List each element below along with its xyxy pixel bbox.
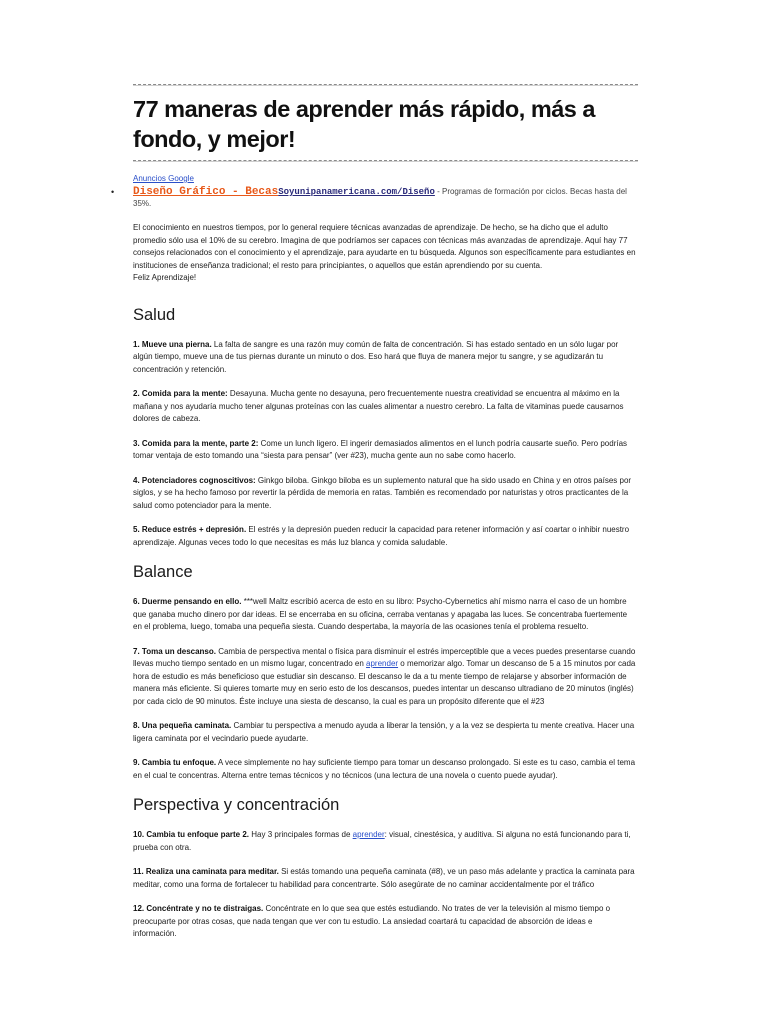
intro-closing: Feliz Aprendizaje! [133, 273, 197, 282]
tip-text: Desayuna. Mucha gente no desayuna, pero frecuentemente nuestra creatividad se encuentra al máximo en la mañana y nos ayudaría mucho tener algunas proteínas con las cuales alimentar a nuestro cerebro. La falta de vitaminas puede causarnos dolores de cabeza. [133, 389, 624, 423]
ads-label-link[interactable]: Anuncios Google [133, 174, 194, 183]
section-heading-salud: Salud [133, 305, 176, 324]
tip-item [133, 829, 638, 854]
tip-title: 11. Realiza una caminata para meditar. [133, 867, 279, 876]
tip-item [133, 438, 638, 463]
section-heading-balance: Balance [133, 563, 193, 581]
tip-item [133, 720, 638, 745]
tip-item [133, 596, 638, 634]
tip-title: 8. Una pequeña caminata. [133, 721, 232, 730]
tip-item [133, 903, 638, 941]
tip-title: 7. Toma un descanso. [133, 646, 216, 656]
tip-text: Cambiar tu perspectiva a menudo ayuda a liberar la tensión, y a la vez se despierta tu mente creativa. Hacer una ligera caminata por el vecindario puede ayudarte. [133, 721, 635, 743]
intro-paragraph: El conocimiento en nuestros tiempos, por lo general requiere técnicas avanzadas de aprendizaje. De hecho, se ha dicho que el adulto promedio sólo usa el 10% de su cerebro. Imagina de que podríamos ser capaces con técnicas más avanzadas de aprendizaje. Aquí hay 77 consejos relacionados con el conocimiento y el aprendizaje, para ayudarte en tu búsqueda. Algunos son específicamente para estudiantes en instituciones de enseñanza tradicional; el resto para principiantes, o aquellos que están aprendiendo por su cuenta. [133, 223, 636, 270]
tip-text: Cambia de perspectiva mental o física para disminuir el estrés imperceptible que a veces puedes presentarse cuando llevas mucho tiempo sentado en un mismo lugar, concentrado en [133, 646, 636, 668]
title-bottom-rule [133, 160, 638, 161]
tip-title: 10. Cambia tu enfoque parte 2. [133, 830, 250, 839]
tip-text: El estrés y la depresión pueden reducir la capacidad para retener información y así coartar o inhibir nuestro aprendizaje. Algunas veces todo lo que necesitas es más luz blanca y comida saludable. [133, 525, 630, 547]
tip-text: ***well Maltz escribió acerca de esto en su libro: Psycho-Cybernetics ahí mismo narra el caso de un hombre que ganaba mucho dinero por dar ideas. El se encerraba en su oficina, cerraba ventanas y apagaba las luces. Se concentraba fuertemente en el problema, luego, tomaba una pequeña siesta. Cuando despertaba, la mayoría de las ocasiones tenía el problema resuelto. [133, 597, 628, 631]
tip-title: 2. Comida para la mente: [133, 389, 228, 398]
tip-item [133, 475, 638, 513]
tip-title: 5. Reduce estrés + depresión. [133, 525, 247, 534]
title-top-rule [133, 84, 638, 85]
tip-text: Concéntrate en lo que sea que estés estudiando. No trates de ver la televisión al mismo tiempo o preocuparte por otras cosas, que nada tengan que ver con tu estudio. La ansiedad coartará tu capacidad de absorción de ideas e información. [133, 904, 611, 938]
tip-text: A vece simplemente no hay suficiente tiempo para tomar un descanso prolongado. Si este es tu caso, cambia el tema en el cual te concentras. Alterna entre temas técnicos y no técnicos (una lectura de una novela o cuento puede ayudar). [133, 758, 636, 780]
tip-title: 3. Comida para la mente, parte 2: [133, 438, 259, 448]
ad-title-link[interactable]: Diseño Gráfico - Becas [133, 186, 279, 198]
tip-title: 4. Potenciadores cognoscitivos: [133, 475, 256, 485]
section-heading-perspectiva: Perspectiva y concentración [133, 796, 340, 814]
tip-title: 9. Cambia tu enfoque. [133, 758, 217, 767]
intro [133, 222, 638, 285]
tip-item [133, 339, 638, 377]
page-title: 77 maneras de aprender más rápido, más a fondo, y mejor! [133, 96, 595, 152]
ad-url-link[interactable]: Soyunipanamericana.com/Diseño [278, 187, 435, 197]
tip-text: Si estás tomando una pequeña caminata (#8), ve un paso más adelante y practica la caminata para meditar, como una forma de fortalecer tu habilidad para concentrarte. Sólo asegúrate de no caminar accidentalmente por el tráfico [133, 867, 635, 889]
aprender-link[interactable]: aprender [352, 830, 385, 839]
ad-description: - Programas de formación por ciclos. Becas hasta del 35%. [133, 187, 627, 208]
article-content [111, 84, 638, 941]
tip-item [133, 866, 638, 891]
tip-title: 6. Duerme pensando en ello. [133, 597, 242, 606]
bullet-icon: • [111, 187, 115, 197]
tip-text: Come un lunch ligero. El ingerir demasiados alimentos en el lunch podría causarte sueño. Pero podrías tomar ventaja de esto tomando una “siesta para pensar” (ver #23), mucha gente aun no sabe como hacerlo. [133, 438, 628, 460]
tip-text: : visual, cinestésica, y auditiva. Si alguna no está funcionando para ti, prueba con otra. [133, 830, 631, 852]
tip-item [133, 646, 638, 709]
tip-item [133, 524, 638, 549]
aprender-link[interactable]: aprender [366, 659, 399, 668]
tip-text: o memorizar algo. Tomar un descanso de 5 a 15 minutos por cada hora de estudio es más beneficioso que estudiar sin descanso. El descanso le da a tu mente tiempo de relajarse y absorber información de manera más eficiente. Si quieres tomarte muy en serio esto de los descansos, puedes intentar un descanso ultradiano de 20 minutos (inglés) por cada ciclo de 90 minutos. Éste incluye una siesta de descanso, la cual es para un propósito diferente que el #23 [133, 659, 636, 706]
ads-block [111, 168, 638, 209]
tip-text: Hay 3 principales formas de [249, 830, 353, 839]
tip-item [133, 388, 638, 426]
tip-text: La falta de sangre es una razón muy común de falta de concentración. Si has estado sentado en un sólo lugar por algún tiempo, mueve una de tus piernas durante un minuto o dos. Eso hará que fluya de manera mejor tu sangre, y se agudizarán tu concentración y retención. [133, 339, 619, 374]
tip-title: 1. Mueve una pierna. [133, 339, 212, 349]
tip-title: 12. Concéntrate y no te distraigas. [133, 904, 264, 913]
ad-item [111, 186, 638, 209]
tip-item [133, 757, 638, 782]
tip-text: Ginkgo biloba. Ginkgo biloba es un suplemento natural que ha sido usado en China y en otros países por siglos, y se ha hecho famoso por revertir la pérdida de memoria en ratas. También es recomendado por naturistas y otros practicantes de la salud como potenciador para la mente. [133, 475, 632, 510]
